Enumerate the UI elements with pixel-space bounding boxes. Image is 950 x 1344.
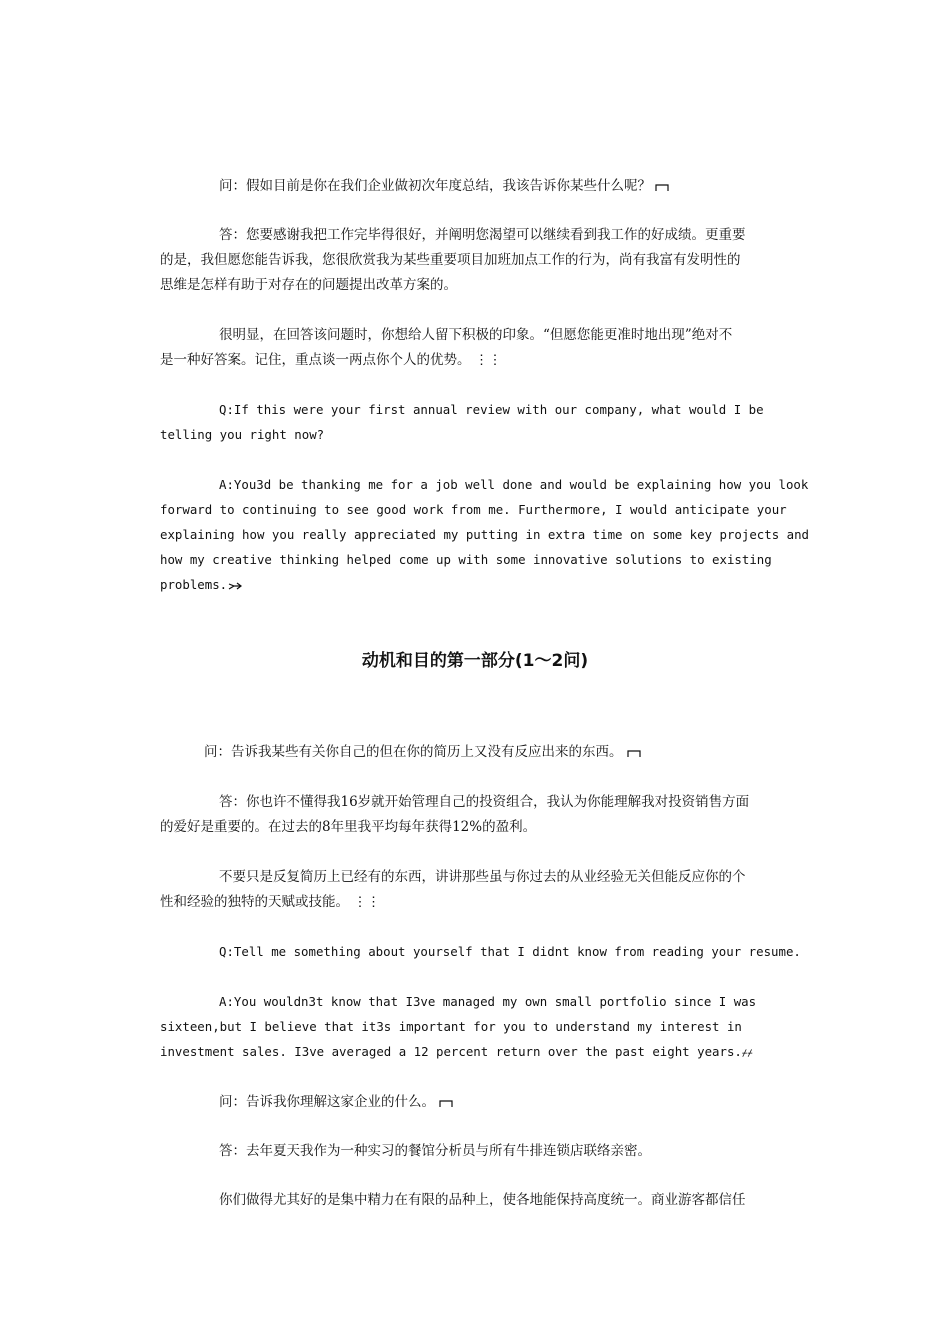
note-cn-1-line-1: 很明显，在回答该问题时，你想给人留下积极的印象。“但愿您能更准时地出现”绝对不 [219,327,733,343]
note-cn-1-line-2-text: 是一种好答案。记住，重点谈一两点你个人的优势。 [160,352,471,368]
section-title: 动机和目的第一部分(1～2问) [361,651,589,671]
note-cn-1-line-2 [160,350,502,370]
answer-en-2-line-2: sixteen,but I believe that it3s important for you to understand my interest in [160,1019,742,1034]
note-mark: ⋮⋮ [353,894,381,910]
note-cn-2-line-1: 不要只是反复简历上已经有的东西，讲讲那些虽与你过去的从业经验无关但能反应你的个 [219,869,746,885]
answer-en-1-line-5 [160,575,242,595]
end-mark: ⌿⌿ [741,1049,753,1059]
answer-en-2-line-3 [160,1042,753,1064]
question-en-2: Q:Tell me something about yourself that I didnt know from reading your resume. [219,944,801,959]
question-cn-1 [219,176,669,196]
answer-cn-2-line-2: 的爱好是重要的。在过去的8年里我平均每年获得12%的盈利。 [160,819,537,835]
question-cn-2 [204,742,641,762]
answer-cn-1-line-3: 思维是怎样有助于对存在的问题提出改革方案的。 [160,277,457,293]
answer-en-1-line-4: how my creative thinking helped come up with some innovative solutions to existing [160,552,772,567]
question-cn-2-text: 问：告诉我某些有关你自己的但在你的简历上又没有反应出来的东西。 [204,744,623,760]
note-mark: ⋮⋮ [474,352,502,368]
question-cn-3-text: 问：告诉我你理解这家企业的什么。 [219,1094,435,1110]
bracket-mark-icon [627,748,641,758]
bracket-mark-icon [439,1098,453,1108]
question-en-1-line-2: telling you right now? [160,427,325,442]
answer-en-2-line-3-text: investment sales. I3ve averaged a 12 percent return over the past eight years. [160,1044,742,1059]
question-cn-1-text: 问：假如目前是你在我们企业做初次年度总结，我该告诉你某些什么呢？ [219,178,651,194]
bracket-mark-icon [655,182,669,192]
answer-cn-1-line-1: 答：您要感谢我把工作完毕得很好，并阐明您渴望可以继续看到我工作的好成绩。更重要 [219,227,746,243]
note-cn-3-line-1: 你们做得尤其好的是集中精力在有限的品种上，使各地能保持高度统一。商业游客都信任 [219,1192,746,1208]
answer-cn-2-line-1: 答：你也许不懂得我16岁就开始管理自己的投资组合，我认为你能理解我对投资销售方面 [219,794,750,810]
note-cn-2-line-2 [160,892,380,912]
answer-en-1-line-2: forward to continuing to see good work from me. Furthermore, I would anticipate your [160,502,787,517]
answer-en-1-line-3: explaining how you really appreciated my putting in extra time on some key projects and [160,527,810,542]
answer-cn-1-line-2: 的是，我但愿您能告诉我，您很欣赏我为某些重要项目加班加点工作的行为，尚有我富有发明性的 [160,252,741,268]
answer-en-1-line-5-text: problems. [160,577,228,592]
answer-en-2-line-1: A:You wouldn3t know that I3ve managed my own small portfolio since I was [219,994,757,1009]
answer-en-1-line-1: A:You3d be thanking me for a job well done and would be explaining how you look [219,477,809,492]
note-cn-2-line-2-text: 性和经验的独特的天赋或技能。 [160,894,349,910]
question-en-1-line-1: Q:If this were your first annual review with our company, what would I be [219,402,764,417]
arrow-scribble-icon [228,581,242,591]
question-cn-3 [219,1092,453,1112]
answer-cn-3: 答：去年夏天我作为一种实习的餐馆分析员与所有牛排连锁店联络亲密。 [219,1143,651,1159]
